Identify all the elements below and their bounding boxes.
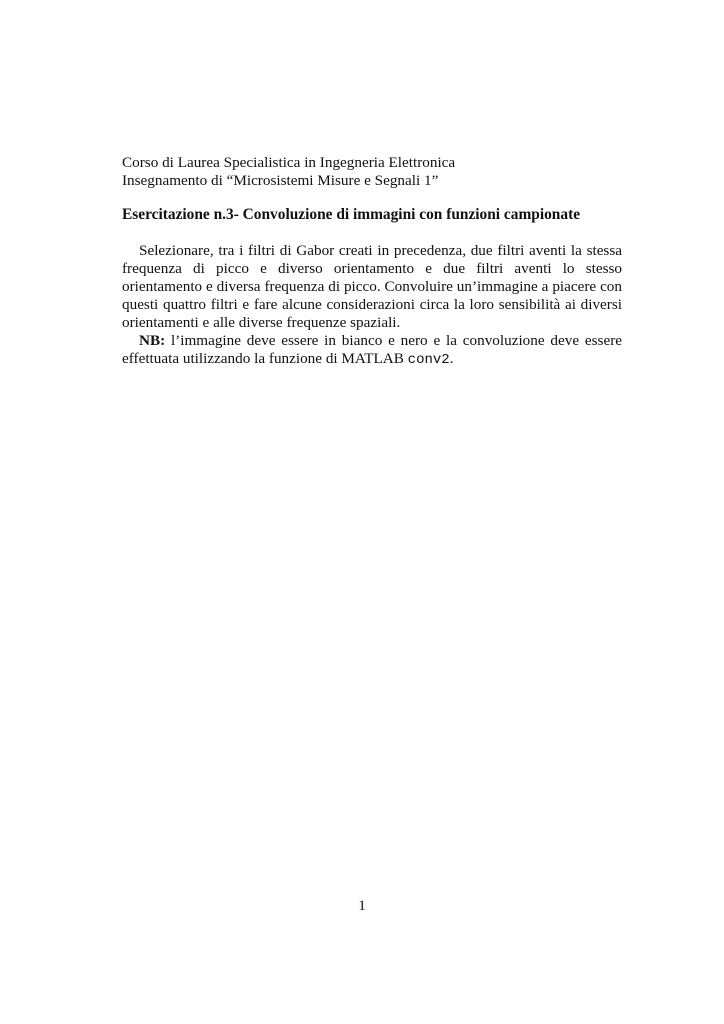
instructions-paragraph: Selezionare, tra i filtri di Gabor creati in precedenza, due filtri aventi la stessa frequenza di picco e diverso orientamento e due filtri aventi lo stesso orientamento e diversa frequenza di picco. Convoluire un’immagine a piacere con questi quattro filtri e fare alcune considerazioni circa la loro sensibilità ai diversi orientamenti e alle diverse frequenze spaziali.: [122, 242, 622, 331]
course-header: [122, 154, 622, 190]
matlab-function-name: conv2: [407, 352, 450, 368]
note-label: NB:: [139, 332, 166, 349]
exercise-title: Esercitazione n.3- Convoluzione di immagini con funzioni campionate: [122, 206, 581, 223]
note-paragraph: [122, 332, 622, 369]
exercise-body: [122, 242, 622, 369]
page-number: 1: [358, 897, 366, 914]
subject-name: Insegnamento di “Microsistemi Misure e Segnali 1”: [122, 172, 439, 189]
note-text: l’immagine deve essere in bianco e nero e la convoluzione deve essere effettuata utilizzando la funzione di MATLAB: [122, 332, 622, 367]
note-end: .: [449, 350, 454, 367]
course-name: Corso di Laurea Specialistica in Ingegneria Elettronica: [122, 154, 456, 171]
